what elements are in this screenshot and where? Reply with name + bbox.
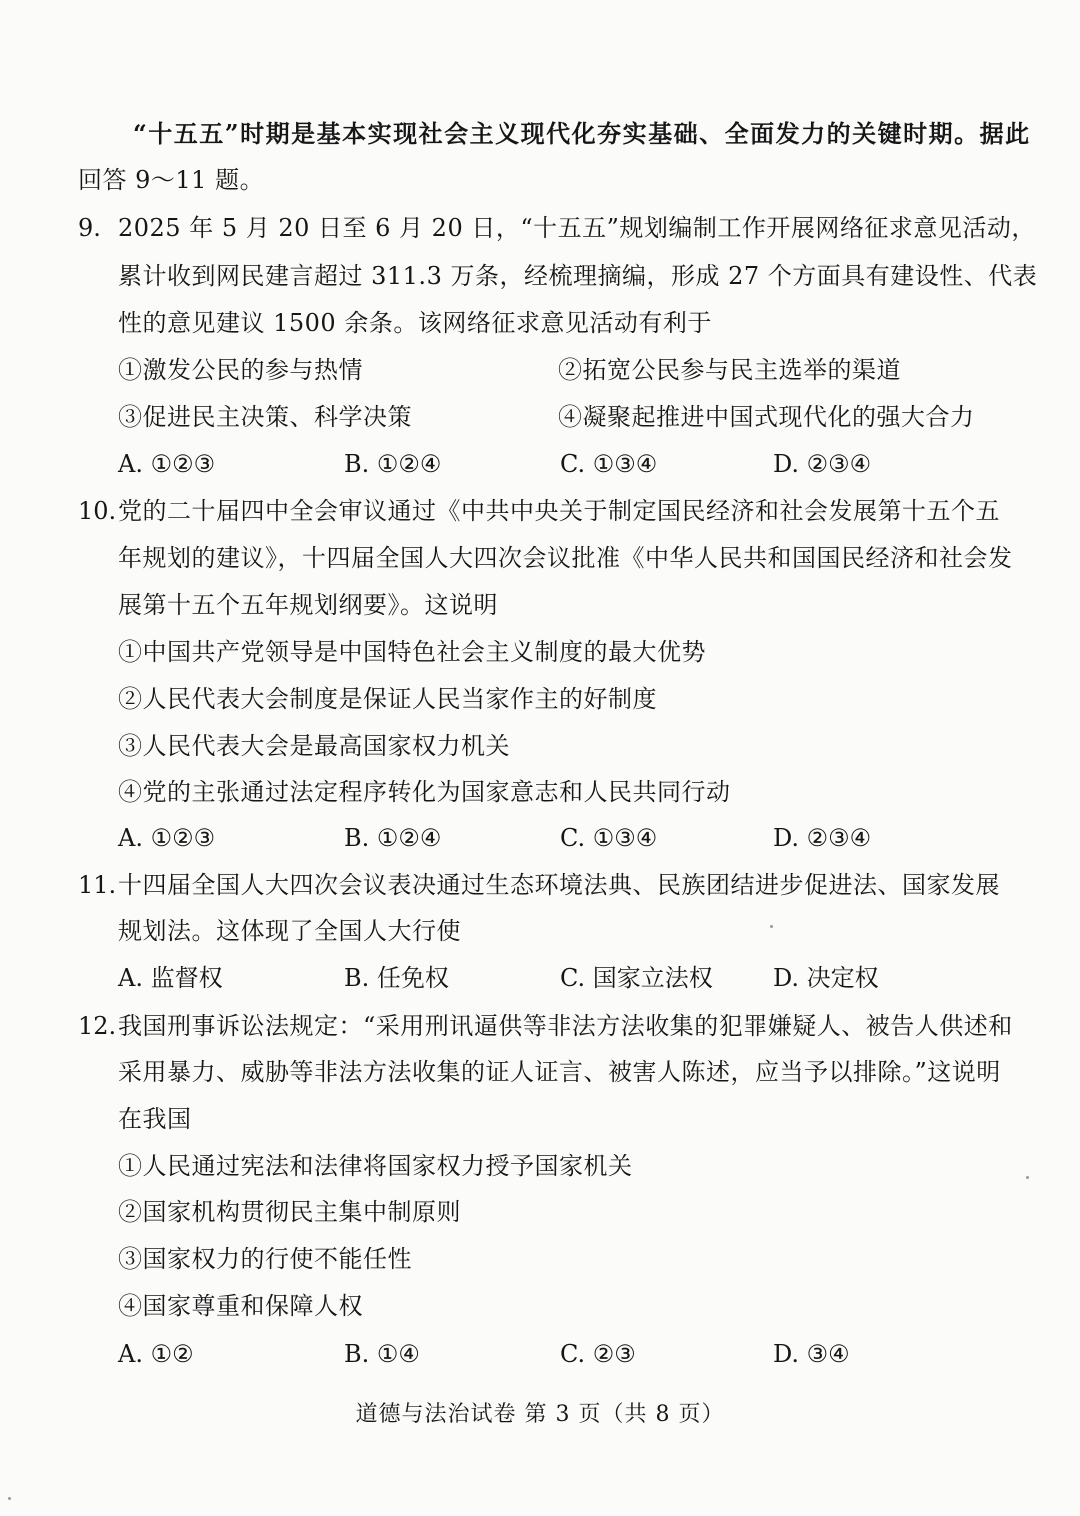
answer-option-d: D. ②③④ [773, 824, 872, 852]
answer-option-a: A. ①②③ [118, 450, 216, 478]
answer-option-d: D. ②③④ [773, 450, 872, 478]
question-text-line: 党的二十届四中全会审议通过《中共中央关于制定国民经济和社会发展第十五个五 [118, 497, 1000, 525]
statement: ③促进民主决策、科学决策 [118, 403, 412, 431]
statement: ②拓宽公民参与民主选举的渠道 [558, 356, 901, 384]
question-text-line: 性的意见建议 1500 余条。该网络征求意见活动有利于 [118, 309, 712, 337]
question-text-line: 在我国 [118, 1105, 192, 1133]
statement: ③国家权力的行使不能任性 [118, 1245, 412, 1273]
answer-option-c: C. ①③④ [560, 450, 658, 478]
question-text-line: 2025 年 5 月 20 日至 6 月 20 日，“十五五”规划编制工作开展网络征求意见活动， [118, 214, 1036, 242]
answer-option-c: C. ①③④ [560, 824, 658, 852]
question-text-line: 展第十五个五年规划纲要》。这说明 [118, 591, 498, 619]
question-text-line: 规划法。这体现了全国人大行使 [118, 917, 461, 945]
question-number: 12. [78, 1012, 117, 1040]
answer-option-c: C. ②③ [560, 1340, 636, 1368]
answer-option-a: A. 监督权 [118, 964, 223, 992]
answer-option-b: B. ①②④ [344, 824, 442, 852]
statement: ④国家尊重和保障人权 [118, 1292, 363, 1320]
page-footer: 道德与法治试卷 第 3 页（共 8 页） [355, 1402, 725, 1427]
intro-line-2: 回答 9～11 题。 [78, 166, 265, 194]
question-text-line: 年规划的建议》，十四届全国人大四次会议批准《中华人民共和国国民经济和社会发 [118, 544, 1013, 572]
statement: ②国家机构贯彻民主集中制原则 [118, 1198, 461, 1226]
question-number: 9. [78, 214, 101, 242]
question-text-line: 采用暴力、威胁等非法方法收集的证人证言、被害人陈述，应当予以排除。”这说明 [118, 1058, 1001, 1086]
answer-option-c: C. 国家立法权 [560, 964, 713, 992]
statement: ①人民通过宪法和法律将国家权力授予国家机关 [118, 1152, 633, 1180]
answer-option-a: A. ①② [118, 1340, 194, 1368]
question-number: 11. [78, 871, 117, 899]
answer-option-b: B. ①④ [344, 1340, 420, 1368]
statement: ①中国共产党领导是中国特色社会主义制度的最大优势 [118, 638, 706, 666]
statement: ②人民代表大会制度是保证人民当家作主的好制度 [118, 685, 657, 713]
scan-speck [8, 1497, 11, 1500]
answer-option-a: A. ①②③ [118, 824, 216, 852]
statement: ④凝聚起推进中国式现代化的强大合力 [558, 403, 975, 431]
answer-option-b: B. 任免权 [344, 964, 449, 992]
statement: ④党的主张通过法定程序转化为国家意志和人民共同行动 [118, 778, 731, 806]
question-text-line: 十四届全国人大四次会议表决通过生态环境法典、民族团结进步促进法、国家发展 [118, 871, 1000, 899]
answer-option-b: B. ①②④ [344, 450, 442, 478]
statement: ①激发公民的参与热情 [118, 356, 363, 384]
statement: ③人民代表大会是最高国家权力机关 [118, 732, 510, 760]
question-text-line: 累计收到网民建言超过 311.3 万条，经梳理摘编，形成 27 个方面具有建设性、代表 [118, 262, 1038, 290]
answer-option-d: D. 决定权 [773, 964, 879, 992]
scan-speck [770, 925, 773, 928]
answer-option-d: D. ③④ [773, 1340, 850, 1368]
scan-speck [1026, 1176, 1029, 1179]
intro-line-1: “十五五”时期是基本实现社会主义现代化夯实基础、全面发力的关键时期。据此 [133, 119, 1031, 148]
question-number: 10. [78, 497, 117, 525]
question-text-line: 我国刑事诉讼法规定：“采用刑讯逼供等非法方法收集的犯罪嫌疑人、被告人供述和 [118, 1012, 1013, 1040]
